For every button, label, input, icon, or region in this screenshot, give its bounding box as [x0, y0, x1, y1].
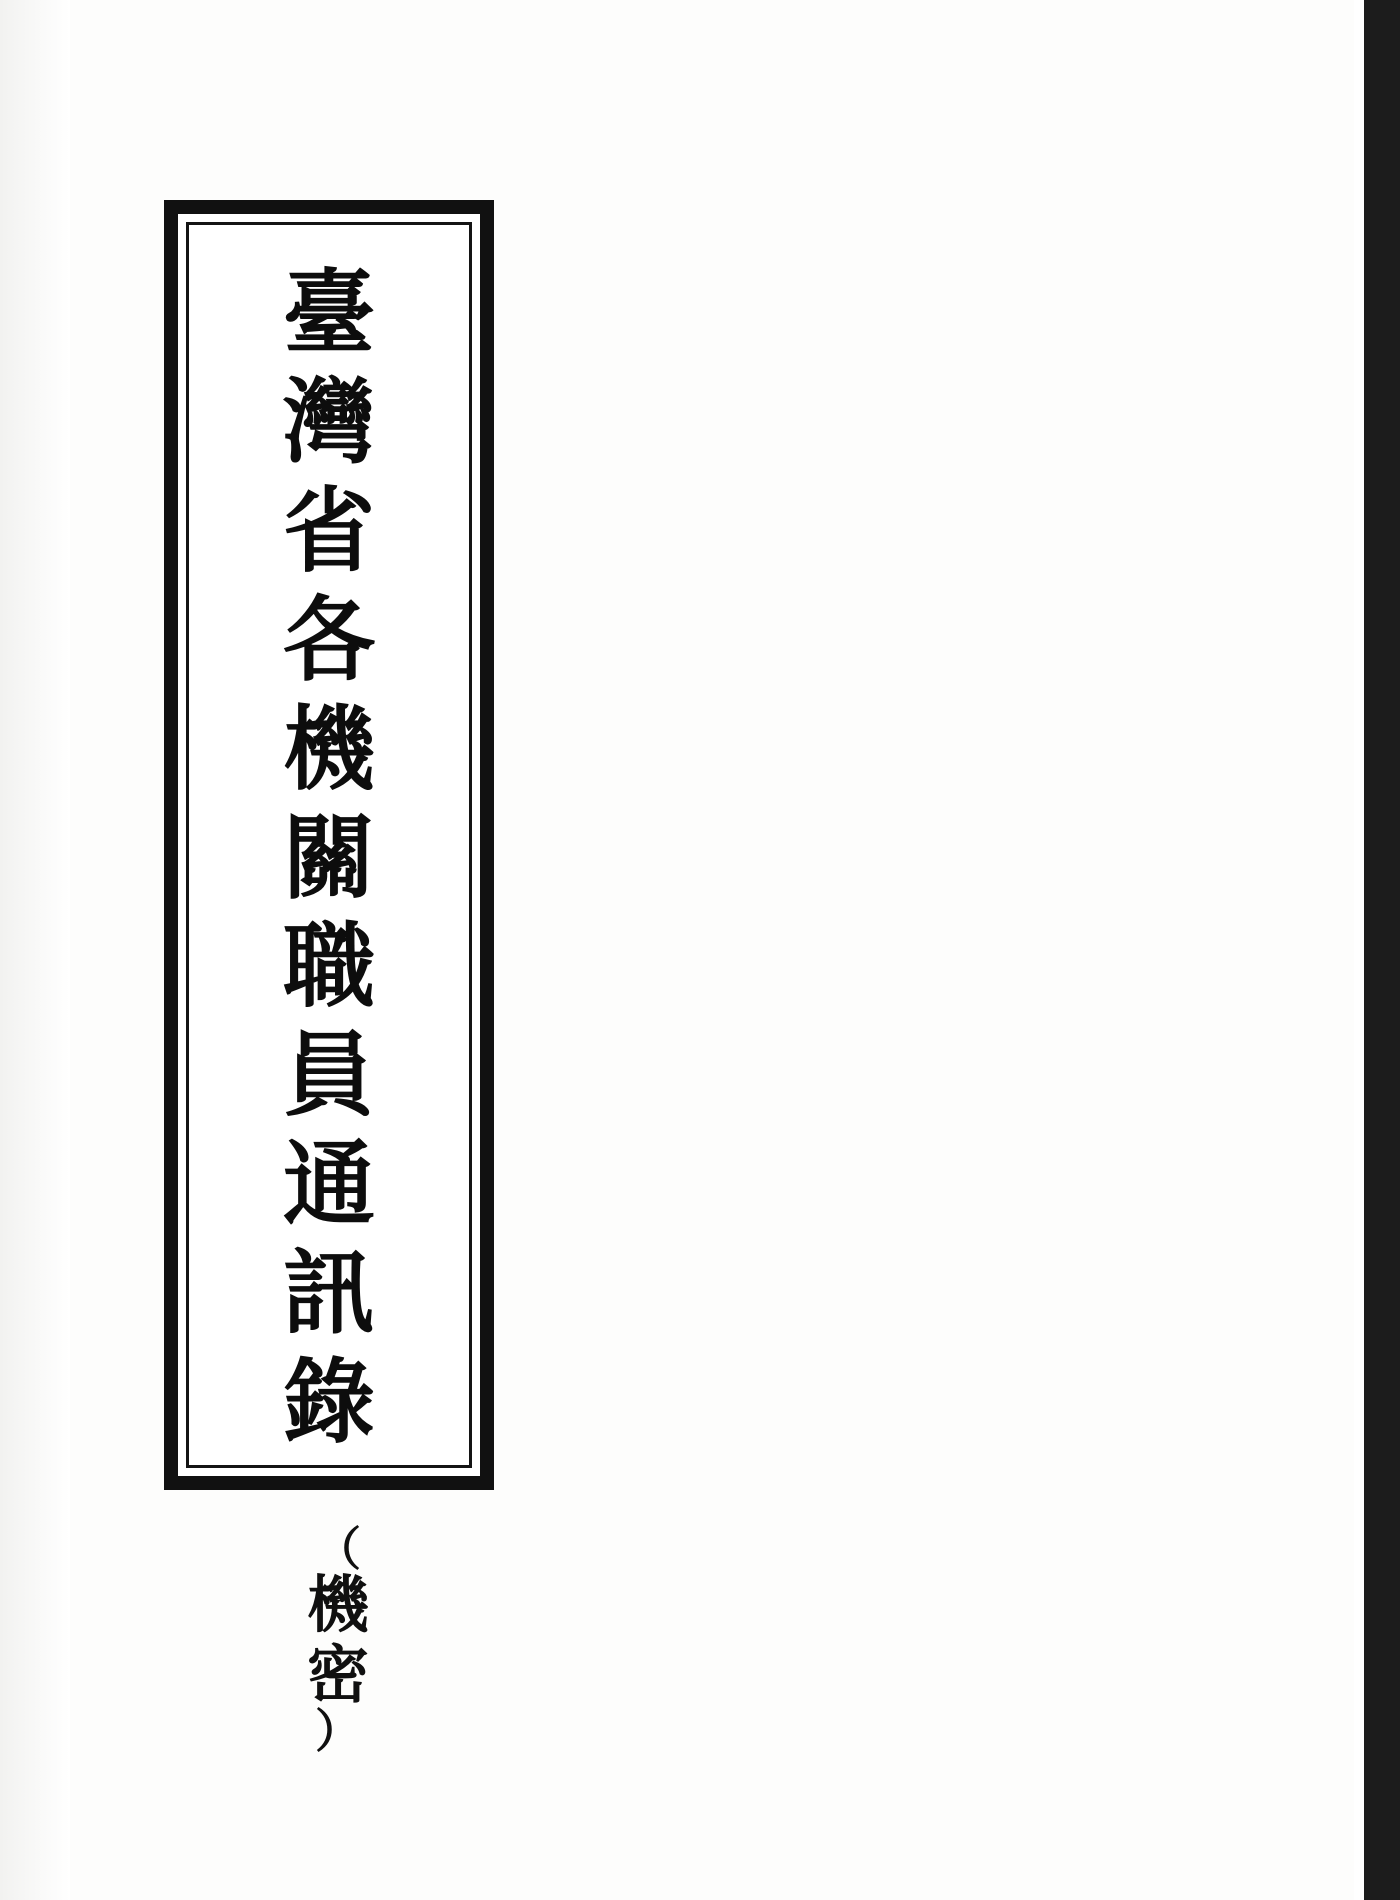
classification-char: 機 — [306, 1568, 369, 1641]
scan-gutter-edge — [1364, 0, 1400, 1900]
title-char: 員 — [282, 1021, 375, 1130]
classification-close-paren: ） — [315, 1704, 361, 1758]
book-title-vertical — [189, 225, 469, 1465]
title-char: 關 — [282, 803, 375, 912]
classification-open-paren: （ — [315, 1522, 361, 1576]
title-char: 各 — [282, 585, 375, 694]
gutter-white-strip — [1354, 0, 1364, 1900]
classification-mark — [268, 1522, 408, 1758]
title-char: 通 — [282, 1130, 375, 1239]
title-char: 省 — [282, 476, 375, 585]
paper-left-shading — [0, 0, 70, 1900]
title-char: 機 — [282, 694, 375, 803]
title-char: 訊 — [282, 1239, 375, 1348]
classification-char: 密 — [306, 1638, 369, 1711]
title-char: 職 — [282, 912, 375, 1021]
title-char: 錄 — [282, 1348, 375, 1457]
title-char: 灣 — [282, 367, 375, 476]
title-frame-inner-rule — [186, 222, 472, 1468]
title-border-frame — [164, 200, 494, 1490]
title-frame-gap — [178, 214, 480, 1476]
title-char: 臺 — [282, 259, 375, 367]
